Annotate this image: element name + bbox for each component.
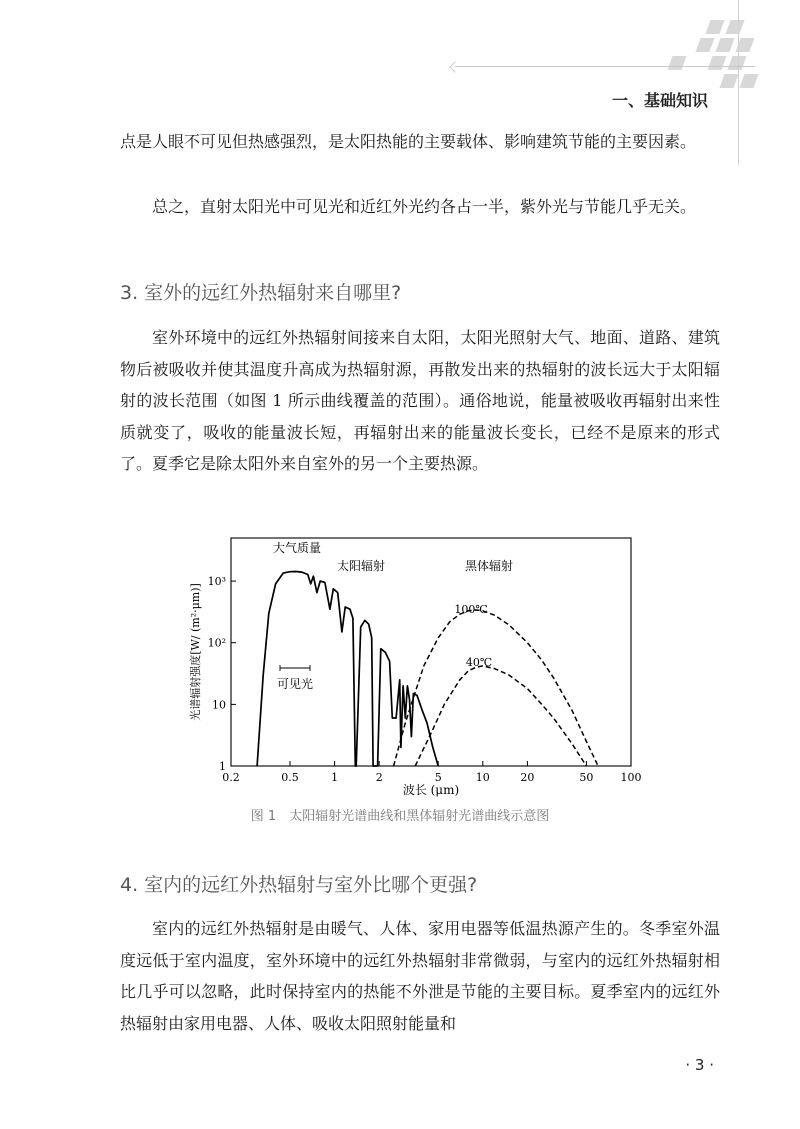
x-tick-label: 20 xyxy=(520,771,535,784)
x-tick-label: 1 xyxy=(331,771,339,784)
paragraph-3: 室外环境中的远红外热辐射间接来自太阳，太阳光照射大气、地面、道路、建筑物后被吸收并使其温度升高成为热辐射源，再散发出来的热辐射的波长远大于太阳辐射的波长范围（如图 1 所示曲线覆盖的范围）。通俗地说，能量被吸收再辐射出来性质就变了，吸收的能量波长短，再辐射出来的能量波长变长，已经不是原来的形式了。夏季它是除太阳外来自室外的另一个主要热源。 xyxy=(120,328,720,473)
x-tick-label: 100 xyxy=(620,771,642,784)
series-line-40℃ xyxy=(415,666,586,766)
paragraph-4: 室内的远红外热辐射是由暖气、人体、家用电器等低温热源产生的。冬季室外温度远低于室内温度，室外环境中的远红外热辐射非常微弱，与室内的远红外热辐射相比几乎可以忽略，此时保持室内的热能不外泄是节能的主要目标。夏季室内的远红外热辐射由家用电器、人体、吸收太阳照射能量和 xyxy=(120,919,720,1033)
y-tick-label: 10³ xyxy=(207,575,226,589)
x-axis-label: 波长 (μm) xyxy=(402,783,460,797)
y-tick-label: 10² xyxy=(207,636,226,650)
series-line-100℃ xyxy=(394,610,598,766)
y-tick-label: 10 xyxy=(212,698,226,712)
annotation-air-mass: 大气质量 xyxy=(272,541,322,555)
x-tick-label: 0.5 xyxy=(281,771,299,784)
annotation-blackbody: 黑体辐射 xyxy=(464,559,514,573)
paragraph-1: 点是人眼不可见但热感强烈，是太阳热能的主要载体、影响建筑节能的主要因素。 xyxy=(120,132,697,151)
corner-decoration xyxy=(650,18,770,98)
x-tick-label: 0.2 xyxy=(222,771,240,784)
annotation-solar: 太阳辐射 xyxy=(336,559,386,573)
figure-caption: 图 1 太阳辐射光谱曲线和黑体辐射光谱曲线示意图 xyxy=(250,809,550,824)
x-tick-label: 5 xyxy=(434,771,442,784)
x-tick-label: 50 xyxy=(579,771,594,784)
page-number: · 3 · xyxy=(685,1056,714,1074)
header-rule xyxy=(455,66,755,67)
margin-rule xyxy=(738,0,739,165)
x-tick-label: 2 xyxy=(375,771,383,784)
heading-3: 3. 室外的远红外热辐射来自哪里? xyxy=(120,282,402,304)
series-line-太阳辐射 xyxy=(257,572,438,767)
annotation-100c: 100℃ xyxy=(454,603,488,616)
heading-4: 4. 室内的远红外热辐射与室外比哪个更强? xyxy=(120,874,478,896)
annotation-40c: 40℃ xyxy=(465,656,493,669)
paragraph-2: 总之，直射太阳光中可见光和近红外光约各占一半，紫外光与节能几乎无关。 xyxy=(152,197,697,216)
x-tick-label: 10 xyxy=(475,771,490,784)
annotation-visible: 可见光 xyxy=(276,677,314,691)
y-axis-label: 光谱辐射强度[W/ (m²·μm)] xyxy=(189,583,202,721)
solar-blackbody-chart xyxy=(185,532,645,802)
y-tick-label: 1 xyxy=(219,760,226,773)
running-head: 一、基础知识 xyxy=(611,91,708,110)
